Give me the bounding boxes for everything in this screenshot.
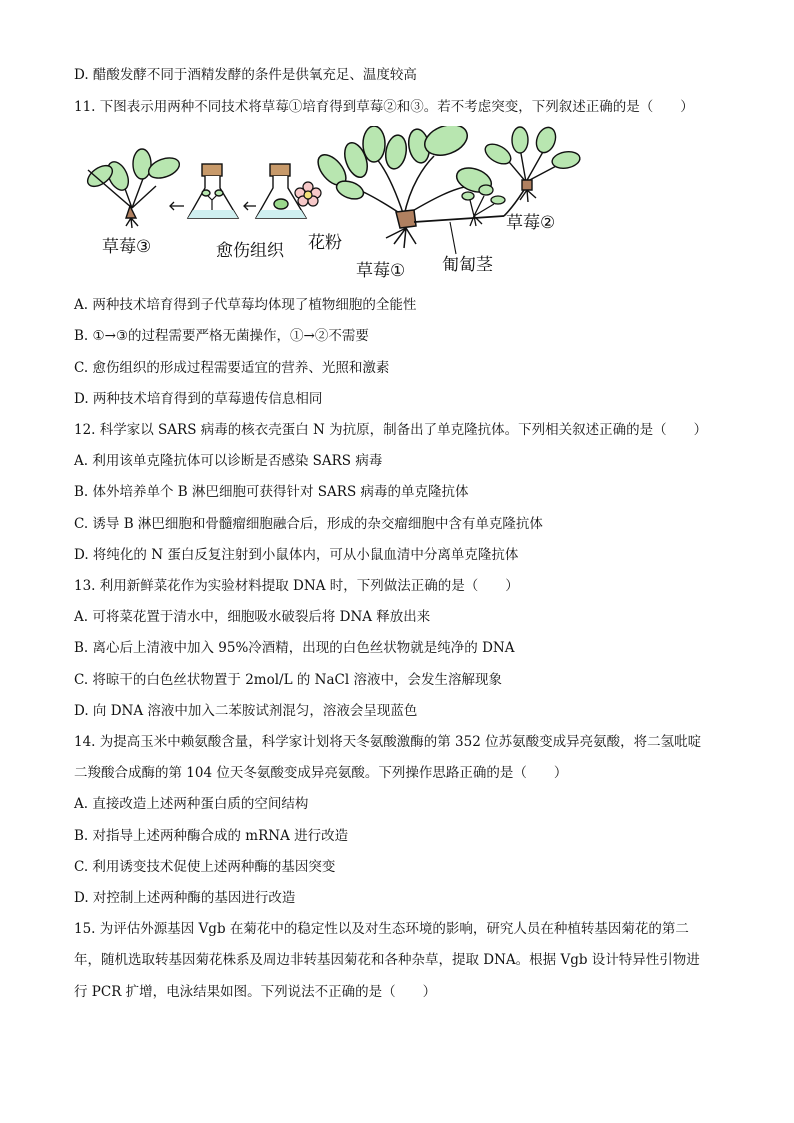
q10-option-d: D. 醋酸发酵不同于酒精发酵的条件是供氧充足、温度较高 — [74, 67, 417, 83]
label-strawberry-3: 草莓③ — [102, 237, 152, 257]
strawberry-1-plant — [313, 126, 504, 248]
q14-option-c: C. 利用诱变技术促使上述两种酶的基因突变 — [74, 859, 336, 875]
q15-stem-line2: 年，随机选取转基因菊花株系及周边非转基因菊花和各种杂草，提取 DNA。根据 Vgb 设计特异性引物进 — [74, 952, 700, 968]
label-pollen: 花粉 — [308, 233, 342, 253]
strawberry-3-plant — [84, 149, 182, 228]
q12-stem: 12. 科学家以 SARS 病毒的核衣壳蛋白 N 为抗原，制备出了单克隆抗体。下列相关叙述正确的是（ ） — [74, 422, 708, 438]
q13-option-a: A. 可将菜花置于清水中，细胞吸水破裂后将 DNA 释放出来 — [74, 609, 431, 625]
q12-option-c: C. 诱导 B 淋巴细胞和骨髓瘤细胞融合后，形成的杂交瘤细胞中含有单克隆抗体 — [74, 516, 543, 532]
label-strawberry-2: 草莓② — [506, 213, 556, 233]
q15-stem-line1: 15. 为评估外源基因 Vgb 在菊花中的稳定性以及对生态环境的影响，研究人员在种植转基因菊花的第二 — [74, 921, 689, 937]
q14-option-b: B. 对指导上述两种酶合成的 mRNA 进行改造 — [74, 828, 349, 844]
q14-option-a: A. 直接改造上述两种蛋白质的空间结构 — [74, 796, 309, 812]
strawberry-culture-figure — [74, 126, 594, 288]
q14-option-d: D. 对控制上述两种酶的基因进行改造 — [74, 890, 296, 906]
q11-stem: 11. 下图表示用两种不同技术将草莓①培育得到草莓②和③。若不考虑突变，下列叙述正确的是（ ） — [74, 99, 694, 115]
label-strawberry-1: 草莓① — [356, 261, 406, 281]
q13-option-b: B. 离心后上清液中加入 95%冷酒精，出现的白色丝状物就是纯净的 DNA — [74, 640, 515, 656]
arrow-2 — [244, 202, 256, 210]
pollen-flower — [295, 182, 321, 206]
stolon-plantlet — [462, 185, 505, 226]
q11-option-c: C. 愈伤组织的形成过程需要适宜的营养、光照和激素 — [74, 360, 390, 376]
q13-stem: 13. 利用新鲜菜花作为实验材料提取 DNA 时，下列做法正确的是（ ） — [74, 578, 519, 594]
q11-option-d: D. 两种技术培育得到的草莓遗传信息相同 — [74, 391, 323, 407]
label-stolon: 匍匐茎 — [442, 255, 493, 275]
q14-stem-line2: 二羧酸合成酶的第 104 位天冬氨酸变成异亮氨酸。下列操作思路正确的是（ ） — [74, 765, 568, 781]
q11-option-b: B. ①→③的过程需要严格无菌操作，①→②不需要 — [74, 328, 369, 344]
flask-1 — [188, 164, 238, 218]
q13-option-d: D. 向 DNA 溶液中加入二苯胺试剂混匀，溶液会呈现蓝色 — [74, 703, 418, 719]
arrow-1 — [170, 202, 184, 210]
q12-option-a: A. 利用该单克隆抗体可以诊断是否感染 SARS 病毒 — [74, 453, 383, 469]
q14-stem-line1: 14. 为提高玉米中赖氨酸含量，科学家计划将天冬氨酸激酶的第 352 位苏氨酸变成异亮氨酸，将二氢吡啶 — [74, 734, 702, 750]
q12-option-b: B. 体外培养单个 B 淋巴细胞可获得针对 SARS 病毒的单克隆抗体 — [74, 484, 469, 500]
q15-stem-line3: 行 PCR 扩增，电泳结果如图。下列说法不正确的是（ ） — [74, 984, 437, 1000]
label-callus: 愈伤组织 — [216, 241, 284, 261]
q12-option-d: D. 将纯化的 N 蛋白反复注射到小鼠体内，可从小鼠血清中分离单克隆抗体 — [74, 547, 519, 563]
q11-option-a: A. 两种技术培育得到子代草莓均体现了植物细胞的全能性 — [74, 297, 417, 313]
q13-option-c: C. 将晾干的白色丝状物置于 2mol/L 的 NaCl 溶液中，会发生溶解现象 — [74, 672, 502, 688]
